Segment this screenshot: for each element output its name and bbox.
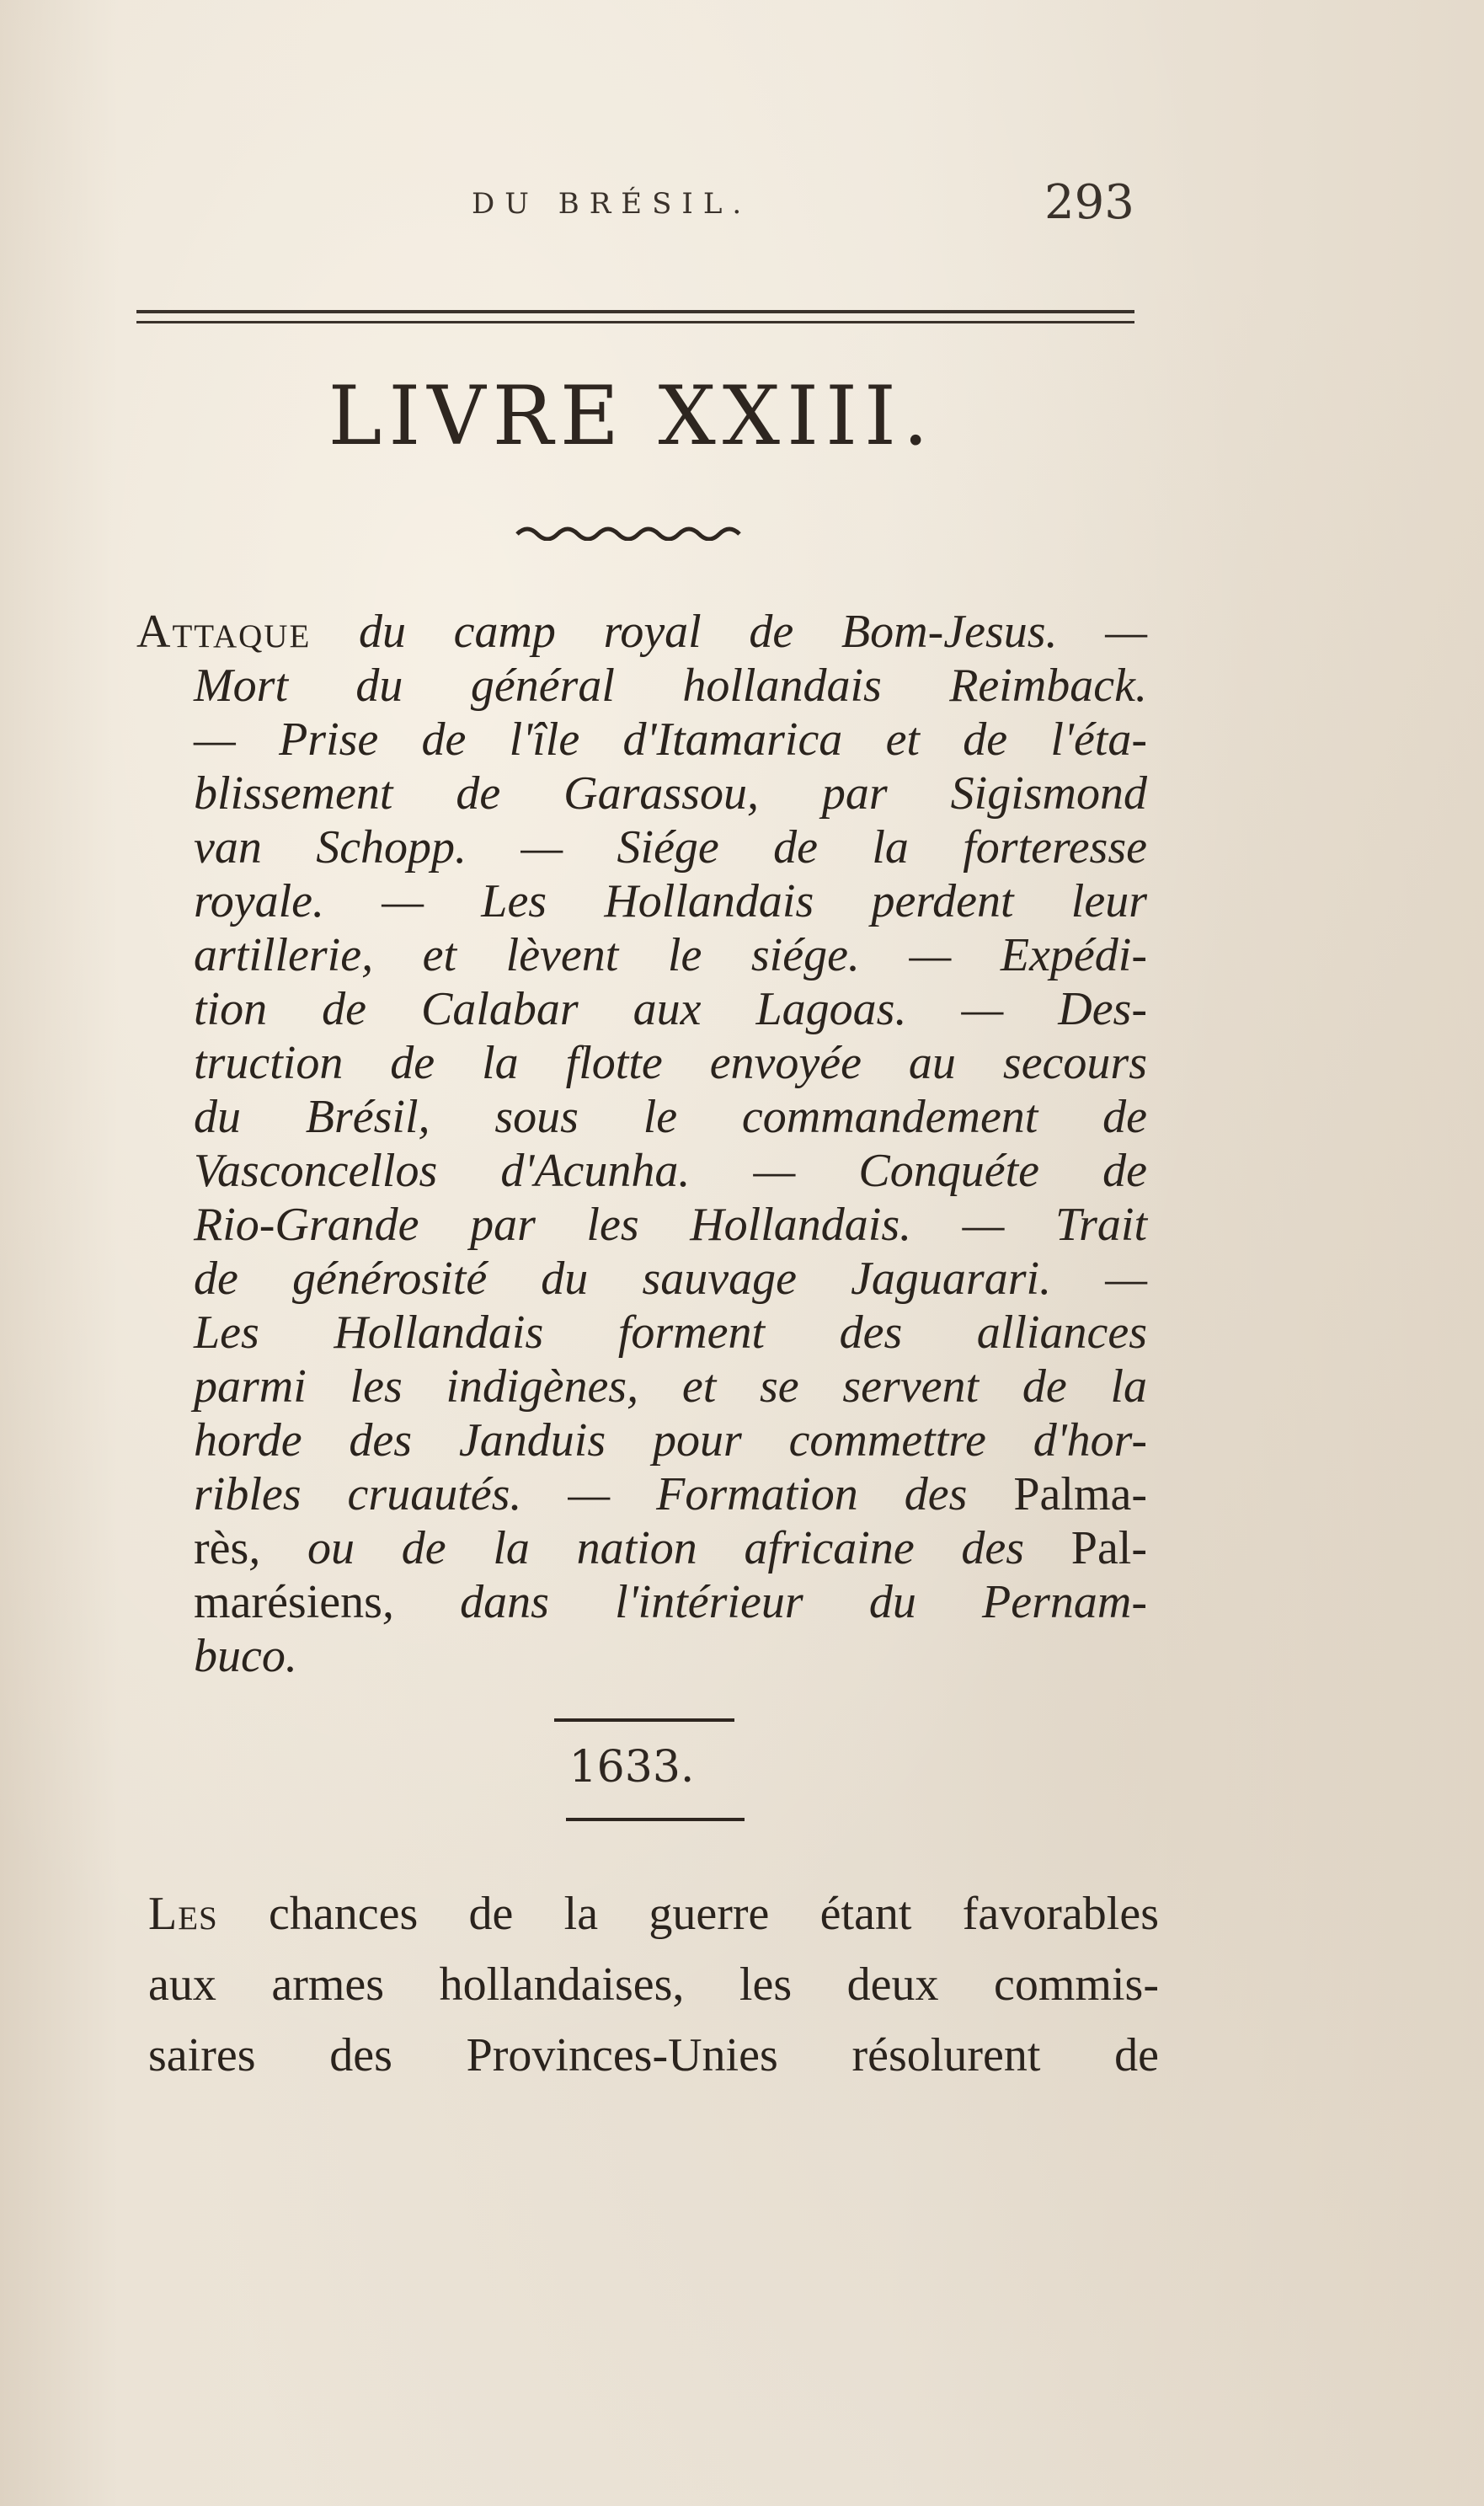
summary-line: blissement de Garassou, par Sigismond [194,767,1147,820]
body-line: saires des Provinces-Unies résolurent de [148,2029,1159,2081]
summary-line: van Schopp. — Siége de la forteresse [194,821,1147,874]
summary-line: buco. [194,1630,297,1682]
summary-line: Rio-Grande par les Hollandais. — Trait [194,1199,1147,1251]
header-double-rule [136,310,1134,323]
summary-line: Vasconcellos d'Acunha. — Conquéte de [194,1145,1147,1197]
body-line: aux armes hollandaises, les deux commis- [148,1958,1159,2011]
ornament-divider [515,522,743,541]
running-head: DU BRÉSIL. [472,187,752,221]
summary-line: Mort du général hollandais Reimback. [194,660,1147,712]
page-number: 293 [1044,175,1134,230]
summary-line: — Prise de l'île d'Itamarica et de l'éta- [194,713,1147,766]
summary-line: parmi les indigènes, et se servent de la [194,1360,1147,1413]
summary-line: Les Hollandais forment des alliances [194,1306,1147,1359]
summary-line: rès, ou de la nation africaine des Pal- [194,1522,1148,1574]
year-rule-bottom [566,1818,745,1821]
summary-line: artillerie, et lèvent le siége. — Expédi- [194,929,1147,981]
chapter-summary [136,605,1147,1683]
summary-line: tion de Calabar aux Lagoas. — Des- [194,983,1147,1035]
summary-line: Attaque du camp royal de Bom-Jesus. — [136,606,1147,658]
summary-line: horde des Janduis pour commettre d'hor- [194,1414,1147,1467]
summary-line: du Brésil, sous le commandement de [194,1091,1147,1143]
chapter-title: LIVRE XXIII. [328,369,936,463]
summary-lead-word: Attaque [136,606,312,658]
summary-line: ribles cruautés. — Formation des Palma- [194,1468,1148,1520]
body-paragraph [148,1878,1159,2091]
year-heading: 1633. [569,1742,695,1793]
summary-line: de générosité du sauvage Jaguarari. — [194,1253,1147,1305]
body-lead-word: Les [148,1888,218,1940]
summary-line: truction de la flotte envoyée au secours [194,1037,1147,1089]
summary-line: marésiens, dans l'intérieur du Pernam- [194,1576,1147,1628]
summary-line: royale. — Les Hollandais perdent leur [194,875,1147,927]
year-rule-top [554,1718,734,1722]
body-line: Les chances de la guerre étant favorables [148,1888,1159,1940]
